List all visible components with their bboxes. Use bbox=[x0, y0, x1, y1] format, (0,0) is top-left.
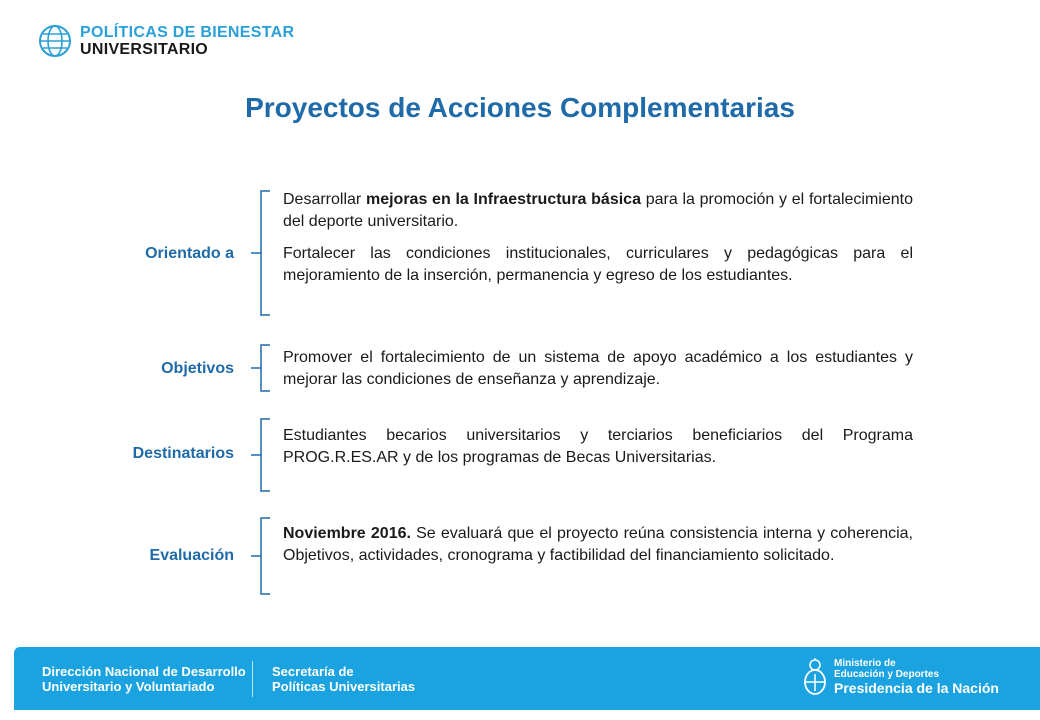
evaluacion-description: Se evaluará que el proyecto reúna consistencia interna y coherencia, Objetivos, actividades, cronograma y factibilidad del financiamiento solicitado. bbox=[283, 525, 913, 564]
label-destinatarios: Destinatarios bbox=[132, 445, 234, 462]
label-orientado: Orientado a bbox=[145, 245, 234, 262]
header-logo bbox=[38, 24, 294, 58]
evaluacion-date: Noviembre 2016. bbox=[283, 525, 411, 542]
ministry-line1: Ministerio de bbox=[834, 657, 896, 669]
bracket-orientado bbox=[246, 190, 272, 316]
orientado-paragraph-1: Desarrollar mejoras en la Infraestructura básica para la promoción y el fortalecimiento del deporte universitario. bbox=[283, 191, 913, 230]
bracket-objetivos bbox=[246, 344, 272, 392]
footer-ministry bbox=[802, 657, 999, 697]
ministry-line3: Presidencia de la Nación bbox=[834, 679, 999, 696]
bracket-evaluacion bbox=[246, 517, 272, 595]
ministry-line2: Educación y Deportes bbox=[834, 668, 940, 680]
bracket-destinatarios bbox=[246, 418, 272, 492]
logo-line2: UNIVERSITARIO bbox=[80, 41, 209, 58]
text-destinatarios: Estudiantes becarios universitarios y terciarios beneficiarios del Programa PROG.R.ES.AR y de los programas de Becas Universitarias. bbox=[283, 427, 913, 466]
footer-direccion: Dirección Nacional de Desarrollo Universitario y Voluntariado bbox=[42, 664, 246, 694]
footer-secretaria: Secretaría de Políticas Universitarias bbox=[272, 664, 416, 694]
globe-logo-icon bbox=[38, 24, 72, 58]
label-objetivos: Objetivos bbox=[161, 360, 234, 377]
orientado-paragraph-2: Fortalecer las condiciones institucionales, curriculares y pedagógicas para el mejoramiento de la inserción, permanencia y egreso de los estudiantes. bbox=[283, 245, 913, 284]
text-orientado bbox=[283, 189, 913, 287]
logo-line1: POLÍTICAS DE BIENESTAR bbox=[80, 24, 295, 41]
label-evaluacion: Evaluación bbox=[149, 547, 234, 564]
text-objetivos: Promover el fortalecimiento de un sistema de apoyo académico a los estudiantes y mejorar las condiciones de enseñanza y aprendizaje. bbox=[283, 349, 913, 388]
coat-of-arms-icon bbox=[802, 657, 828, 697]
footer-divider bbox=[252, 661, 253, 697]
page-title: Proyectos de Acciones Complementarias bbox=[245, 92, 795, 123]
text-evaluacion bbox=[283, 523, 913, 567]
footer-bar bbox=[14, 647, 1040, 710]
